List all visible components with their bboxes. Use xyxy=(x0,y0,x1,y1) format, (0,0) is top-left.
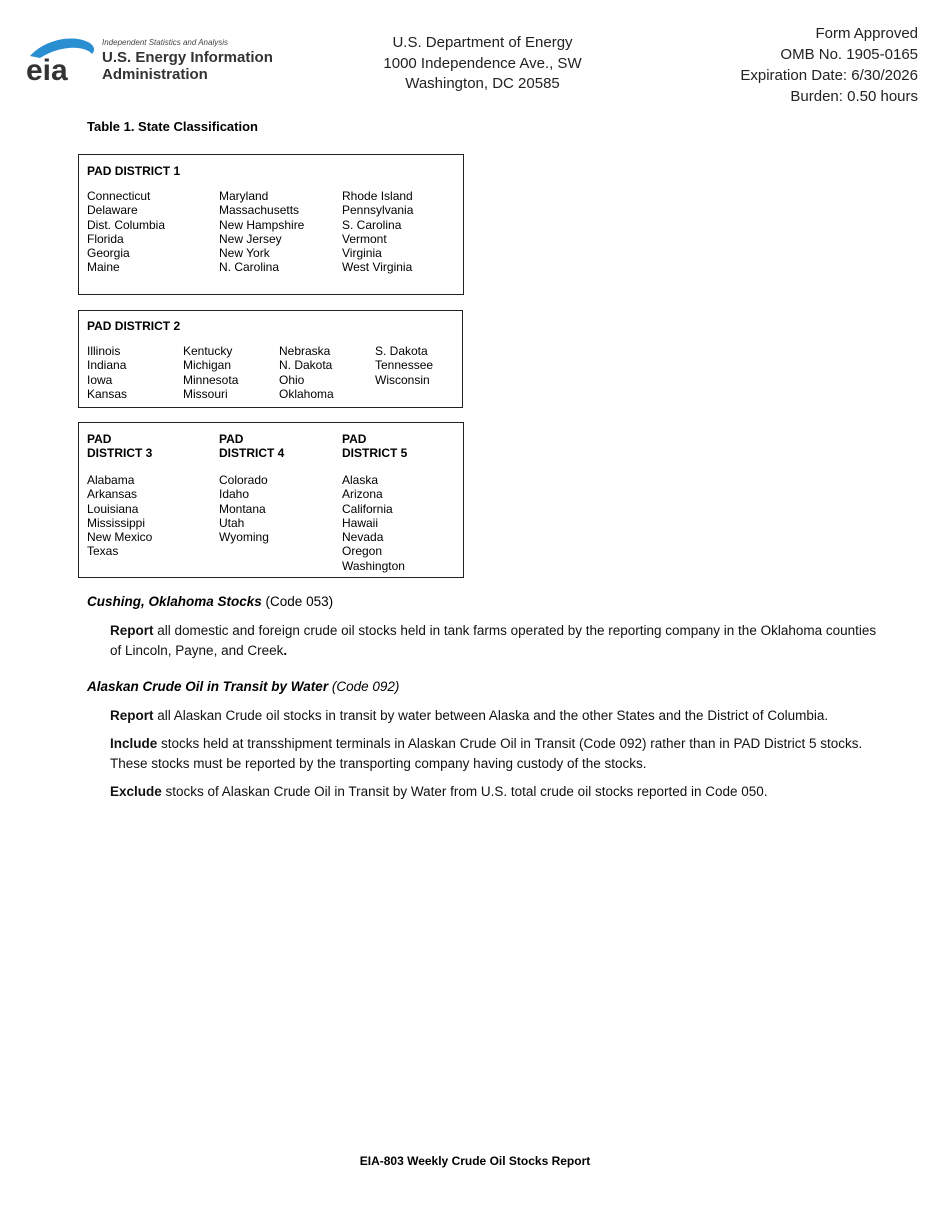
state-name: Vermont xyxy=(342,231,387,246)
state-name: Rhode Island xyxy=(342,189,413,203)
state-name: Wyoming xyxy=(219,530,269,545)
cushing-report-text: all domestic and foreign crude oil stocks held in tank farms operated by the reporting company in the Oklahoma counties of Lincoln, Payne, and Creek xyxy=(110,623,877,658)
expiration-date: Expiration Date: 6/30/2026 xyxy=(740,67,918,84)
state-name: S. Dakota xyxy=(375,344,428,358)
alaskan-exclude-keyword: Exclude xyxy=(110,784,162,799)
agency-line3: Washington, DC 20585 xyxy=(405,75,560,92)
state-name: Maine xyxy=(87,260,120,275)
alaskan-exclude-text: stocks of Alaskan Crude Oil in Transit by Water from U.S. total crude oil stocks reported in Code 050. xyxy=(161,784,768,799)
agency-address xyxy=(330,33,635,95)
pad5-col xyxy=(342,473,405,573)
alaskan-report-paragraph xyxy=(110,706,880,726)
state-name: Idaho xyxy=(219,487,250,502)
state-name: Arizona xyxy=(342,487,383,502)
alaskan-exclude-paragraph xyxy=(110,782,880,802)
state-name: Georgia xyxy=(87,246,130,261)
pad1-col2 xyxy=(219,189,304,275)
alaskan-report-text: all Alaskan Crude oil stocks in transit by water between Alaska and the other States and the District of Columbia. xyxy=(153,708,829,723)
state-name: N. Carolina xyxy=(219,260,280,275)
state-name: Oregon xyxy=(342,544,383,559)
agency-line2: 1000 Independence Ave., SW xyxy=(383,54,582,72)
state-name: New Mexico xyxy=(87,530,153,545)
pad3-title-line2: DISTRICT 3 xyxy=(87,446,153,460)
pad-district-1-box xyxy=(78,154,464,295)
state-name: New Jersey xyxy=(219,231,282,246)
state-name: Texas xyxy=(87,544,119,559)
alaskan-code: (Code 092) xyxy=(328,679,400,694)
cushing-heading-title: Cushing, Oklahoma Stocks xyxy=(87,594,262,609)
eia-swoosh-icon xyxy=(26,36,102,86)
burden: Burden: 0.50 hours xyxy=(790,88,918,105)
state-name: Arkansas xyxy=(87,487,138,502)
page-footer: EIA-803 Weekly Crude Oil Stocks Report xyxy=(359,1154,591,1168)
alaskan-include-keyword: Include xyxy=(110,736,158,751)
pad3-title-line1: PAD xyxy=(87,432,112,446)
logo-tagline: Independent Statistics and Analysis xyxy=(102,38,229,47)
state-name: Pennsylvania xyxy=(342,203,414,218)
state-name: Alabama xyxy=(87,473,135,487)
pad1-col3 xyxy=(342,189,413,275)
pad2-col4 xyxy=(375,344,433,387)
alaskan-report-keyword: Report xyxy=(110,708,154,723)
cushing-report-paragraph xyxy=(110,621,880,661)
state-name: Massachusetts xyxy=(219,203,300,218)
pad-district-2-title: PAD DISTRICT 2 xyxy=(87,319,181,333)
state-name: Virginia xyxy=(342,246,382,261)
pad-district-4-title xyxy=(219,432,284,460)
pad5-title-line2: DISTRICT 5 xyxy=(342,446,408,460)
state-name: Michigan xyxy=(183,358,232,373)
state-name: Indiana xyxy=(87,358,127,373)
state-name: Missouri xyxy=(183,386,228,401)
state-name: Nevada xyxy=(342,530,384,545)
pad2-col3 xyxy=(279,344,334,401)
pad5-title-line1: PAD xyxy=(342,432,367,446)
omb-number: OMB No. 1905-0165 xyxy=(780,46,918,63)
state-name: Tennessee xyxy=(375,358,434,373)
state-name: S. Carolina xyxy=(342,217,402,232)
state-name: Colorado xyxy=(219,473,268,487)
alaskan-heading-title: Alaskan Crude Oil in Transit by Water xyxy=(87,679,329,694)
state-name: Delaware xyxy=(87,203,138,218)
state-name: Minnesota xyxy=(183,372,239,387)
state-name: Louisiana xyxy=(87,501,139,516)
logo-name xyxy=(102,49,273,83)
state-name: Dist. Columbia xyxy=(87,217,166,232)
alaskan-include-text: stocks held at transshipment terminals in Alaskan Crude Oil in Transit (Code 092) rather than in PAD District 5 stocks. These stocks must be reported by the transporting company having custody of the stocks. xyxy=(110,736,863,771)
state-name: Alaska xyxy=(342,473,379,487)
state-name: Connecticut xyxy=(87,189,151,203)
state-name: Utah xyxy=(219,515,245,530)
pad1-col1 xyxy=(87,189,165,275)
pad4-title-line1: PAD xyxy=(219,432,244,446)
cushing-code: (Code 053) xyxy=(261,594,334,609)
state-name: Ohio xyxy=(279,372,305,387)
logo-name-line2: Administration xyxy=(102,66,208,83)
eia-logo-mark: eia xyxy=(26,54,68,86)
state-name: Florida xyxy=(87,231,124,246)
cushing-heading xyxy=(87,594,333,609)
pad4-col xyxy=(219,473,269,544)
pad2-col1 xyxy=(87,344,127,401)
approval-line1: Form Approved xyxy=(815,25,918,42)
state-name: Kentucky xyxy=(183,344,233,358)
state-name: Wisconsin xyxy=(375,372,430,387)
pad2-col2 xyxy=(183,344,238,401)
state-name: N. Dakota xyxy=(279,358,333,373)
alaskan-include-paragraph xyxy=(110,734,880,774)
state-name: New York xyxy=(219,246,270,261)
state-name: Kansas xyxy=(87,386,128,401)
pad-district-3-title xyxy=(87,432,152,460)
eia-logo xyxy=(26,36,296,86)
state-name: Washington xyxy=(342,558,405,573)
logo-name-line1: U.S. Energy Information xyxy=(102,49,273,66)
state-name: Maryland xyxy=(219,189,269,203)
pad-district-5-title xyxy=(342,432,407,460)
state-name: Iowa xyxy=(87,372,113,387)
pad-districts-3-4-5-box xyxy=(78,422,464,578)
pad-district-2-box xyxy=(78,310,463,408)
pad3-col xyxy=(87,473,152,559)
state-name: Hawaii xyxy=(342,515,379,530)
pad4-title-line2: DISTRICT 4 xyxy=(219,446,285,460)
state-name: Illinois xyxy=(87,344,121,358)
state-name: New Hampshire xyxy=(219,217,305,232)
cushing-report-period: . xyxy=(283,643,288,658)
state-name: California xyxy=(342,501,393,516)
alaskan-heading xyxy=(87,679,399,694)
form-approval-block xyxy=(740,23,918,107)
cushing-report-keyword: Report xyxy=(110,623,154,638)
state-name: Nebraska xyxy=(279,344,331,358)
state-name: Mississippi xyxy=(87,515,146,530)
state-name: Oklahoma xyxy=(279,386,334,401)
pad-district-1-title: PAD DISTRICT 1 xyxy=(87,164,181,178)
state-name: West Virginia xyxy=(342,260,413,275)
table-title: Table 1. State Classification xyxy=(87,119,258,134)
state-name: Montana xyxy=(219,501,266,516)
agency-line1: U.S. Department of Energy xyxy=(392,34,573,51)
